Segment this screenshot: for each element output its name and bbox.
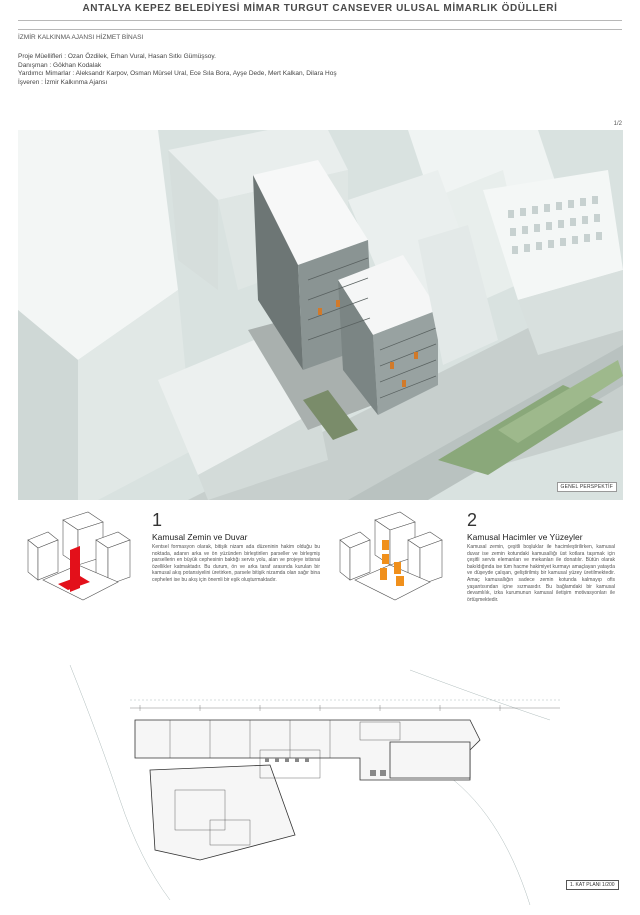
project-title: İZMİR KALKINMA AJANSI HİZMET BİNASI bbox=[18, 34, 144, 41]
project-credits bbox=[18, 53, 337, 87]
concept-2-number: 2 bbox=[467, 510, 478, 530]
page-number: 1/2 bbox=[613, 121, 622, 127]
header-rule-bottom bbox=[18, 29, 622, 30]
credit-authors: Proje Müellifleri : Ozan Özdilek, Erhan Vural, Hasan Sıtkı Gümüşsoy. bbox=[18, 53, 216, 60]
concept-1-text: Kentsel formasyon olarak, bitişik nizam ada düzeninin hakim olduğu bu noktada, adanın arka ve ön yüzünden birleştirilen parseller ve birleşmiş parsellerin en büyük cephesinin baktığı servis yolu, alan ve projeye istisnai özellikler katmaktadır. Bu durum, ön ve arka taraf arasında kurulan bir kamusal akış potansiyelini üretirken, parsele bitişik nizamda olan sağır bina cepheleri ise bu akış için önemli bir eşik oluşturmaktadır. bbox=[152, 544, 320, 583]
plan-caption: 1. KAT PLANI 1/200 bbox=[566, 880, 619, 890]
render-caption: GENEL PERSPEKTİF bbox=[557, 482, 617, 492]
page-title: ANTALYA KEPEZ BELEDİYESİ MİMAR TURGUT CANSEVER ULUSAL MİMARLIK ÖDÜLLERİ bbox=[82, 3, 558, 14]
credit-assistants: Yardımcı Mimarlar : Aleksandr Karpov, Osman Mürsel Ural, Ece Sıla Bora, Ayşe Dede, Mert Kalkan, Dilara Hoş bbox=[18, 70, 337, 78]
header-rule-top bbox=[18, 20, 622, 21]
concept-2-diagram bbox=[330, 510, 448, 610]
floor-plan-drawing bbox=[60, 660, 620, 910]
concept-1-diagram bbox=[18, 510, 136, 610]
credit-client: İşveren : İzmir Kalkınma Ajansı bbox=[18, 78, 108, 86]
concept-2-title: Kamusal Hacimler ve Yüzeyler bbox=[467, 532, 583, 542]
concept-2-text: Kamusal zemin, çeşitli boşluklar ile hacimleştirilirken, kamusal duvar ise zemin kotundaki kamusallığı üst kotlara taşımak için çeşitli servis elemanları ve mekanları ile donatılır. Bütün olarak bakıldığında ise tüm hacme hakimiyet kurmayı amaçlayan yatayda ve düşeyde çalışan, geliştirilmiş bir kamusal yüzey üretilmektedir. Amaç kamusallığın sadece zemin kotunda kalmayıp ofis yaşantısından içine sızmasıdır. Bu bağlamdaki bir kamusal devamlılık, izka kurumunun kamusal iletişim motivasyonları ile örtüşmektedir. bbox=[467, 544, 615, 603]
concept-1-title: Kamusal Zemin ve Duvar bbox=[152, 532, 248, 542]
credit-advisor: Danışman : Gökhan Kodalak bbox=[18, 61, 102, 69]
aerial-perspective-image bbox=[18, 130, 623, 500]
concept-1-number: 1 bbox=[152, 510, 163, 530]
